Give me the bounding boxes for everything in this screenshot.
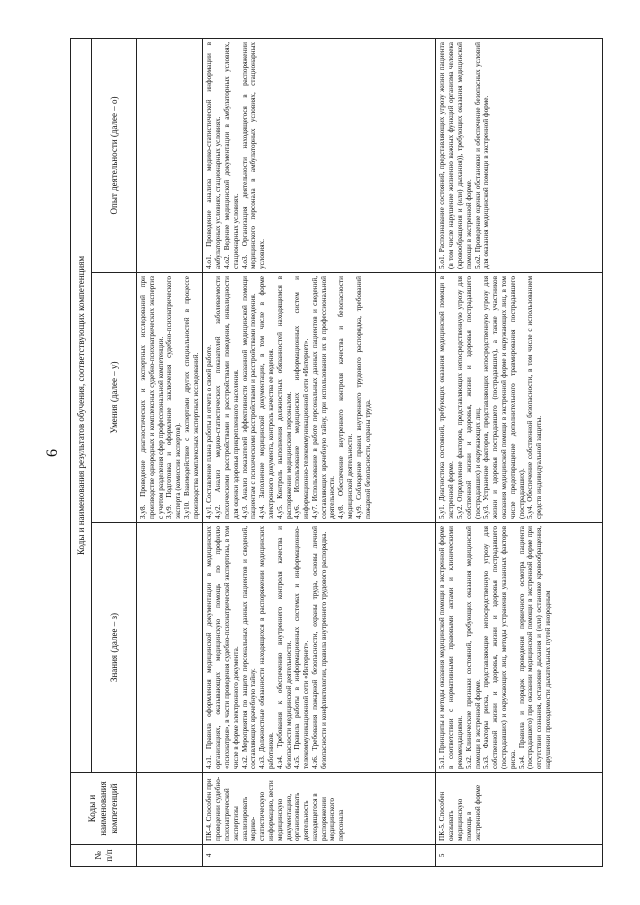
skill-item: 4.у6. Использование медицинских информационных систем и информационно-телекоммуникационной сети «Интернет». bbox=[293, 275, 311, 519]
experience-item: 4.о3. Организация деятельности находящегося в распоряжении медицинского персонала в амбулаторных условиях, стационарных условиях. bbox=[240, 41, 267, 269]
skill-item: 4.у7. Использование в работе персональных данных пациентов и сведений, составляющих врачебную тайну, при использовании их в профессиональной деятельности. bbox=[310, 275, 337, 519]
cell-num: 4 bbox=[203, 844, 436, 866]
cell-num bbox=[137, 844, 203, 866]
header-group: Коды и наименования результатов обучения, соответствующих компетенциям bbox=[71, 38, 92, 772]
competency-table bbox=[70, 38, 603, 867]
cell-experience bbox=[436, 38, 603, 272]
cell-code: ПК-5. Способен оказывать медицинскую помощь в экстренной форме bbox=[436, 772, 603, 844]
skill-item: 5.у1. Диагностика состояний, требующих оказания медицинской помощи в экстренной форме. bbox=[438, 275, 456, 519]
skill-item: 4.у3. Анализ показателей эффективности оказанной медицинской помощи пациентам с психическими расстройствами и расстройствами поведения. bbox=[240, 275, 258, 519]
skill-item: 4.у9. Соблюдение правил внутреннего трудового распорядка, требований пожарной безопасности, охраны труда. bbox=[354, 275, 372, 519]
header-knowledge: Знания (далее – з) bbox=[92, 522, 137, 772]
table-row bbox=[436, 38, 603, 866]
knowledge-item: 5.з1. Принципы и методы оказания медицинской помощи в экстренной форме в соответствии с нормативными правовыми актами и клиническими рекомендациями. bbox=[438, 525, 465, 769]
skill-item: 3.у9. Подготовка и оформление заключения судебно-психиатрического эксперта (комиссии экспертов). bbox=[165, 275, 183, 519]
experience-item: 4.о2. Ведение медицинской документации в амбулаторных условиях, стационарных условиях. bbox=[223, 41, 240, 269]
rotated-document-page bbox=[40, 33, 600, 873]
knowledge-item: 4.з1. Правила оформления медицинской документации в медицинских организациях, оказывающих медицинскую помощь по профилю «психиатрия», в части проведения судебно-психиатрической экспертизы, в том числе в форме электронного документа. bbox=[205, 525, 240, 769]
skill-item: 4.у8. Обеспечение внутреннего контроля качества и безопасности медицинской деятельности. bbox=[337, 275, 354, 519]
skill-item: 4.у5. Контроль выполнения должностных обязанностей находящимся в распоряжении медицинским персоналом. bbox=[275, 275, 293, 519]
header-skills: Умения (далее – у) bbox=[92, 272, 137, 522]
cell-experience bbox=[203, 38, 436, 272]
cell-knowledge bbox=[436, 522, 603, 772]
skill-item: 5.у3. Устранение факторов, представляющих непосредственную угрозу для жизни и здоровья пострадавшего (пострадавших), а также участников оказания медицинской помощи в экстренной форме и окружающих лиц, в том числе предотвращение дополнительного травмирования пострадавшего (пострадавших). bbox=[482, 275, 526, 519]
table-row bbox=[203, 38, 436, 866]
experience-item: 5.о1. Распознавание состояний, представляющих угрозу жизни пациента (в том числе нарушение жизненно важных функций организма человека (кровообращения и (или) дыхания)), требующих оказания медицинской помощи в экстренной форме. bbox=[438, 41, 473, 269]
cell-skills bbox=[436, 272, 603, 522]
cell-knowledge bbox=[203, 522, 436, 772]
page-number: 6 bbox=[44, 448, 61, 457]
experience-item: 4.о1. Проведение анализа медико-статистической информации в амбулаторных условиях, стационарных условиях. bbox=[205, 41, 223, 269]
table-row-continued bbox=[137, 38, 203, 866]
cell-code bbox=[137, 772, 203, 844]
skill-item: 5.у2. Определение факторов, представляющих непосредственную угрозу для собственной жизни и здоровья, жизни и здоровья пострадавшего (пострадавших) и окружающих лиц. bbox=[456, 275, 482, 519]
knowledge-item: 4.з2. Мероприятия по защите персональных данных пациентов и сведений, составляющих врачебную тайну. bbox=[240, 525, 258, 769]
skill-item: 3.у10. Взаимодействие с экспертами других специальностей в процессе производства комплексных экспертных исследований. bbox=[182, 275, 200, 519]
skill-item: 5.у4. Обеспечение собственной безопасности, в том числе с использованием средств индивидуальной защиты. bbox=[526, 275, 544, 519]
knowledge-item: 5.з4. Правила и порядок проведения первичного осмотра пациента (пострадавшего) при оказании медицинской помощи в экстренной форме при отсутствии сознания, остановке дыхания и (или) остановке кровообращения, нарушении проходимости дыхательных путей инородным bbox=[517, 525, 552, 769]
cell-code: ПК-4. Способен при проведении судебно-психиатрической экспертизы анализировать медико-статистическую информацию, вести медицинскую документацию, организовывать деятельность находящегося в распоряжении медицинского персонала bbox=[203, 772, 436, 844]
cell-experience bbox=[137, 38, 203, 272]
header-experience: Опыт деятельности (далее – о) bbox=[92, 38, 137, 272]
knowledge-item: 4.з5. Правила работы в информационных системах и информационно-телекоммуникационной сети «Интернет». bbox=[293, 525, 311, 769]
knowledge-item: 4.з3. Должностные обязанности находящихся в распоряжении медицинских работников. bbox=[258, 525, 275, 769]
table-subheader-row bbox=[92, 38, 137, 866]
experience-item: 5.о2. Проведение оценки обстановки и обеспечение безопасных условий для оказания медицинской помощи в экстренной форме. bbox=[473, 41, 491, 269]
cell-skills bbox=[137, 272, 203, 522]
skill-item: 3.у8. Проведение диагностических и экспертных исследований при производстве однородных и комплексных судебно-психиатрических экспертиз с учетом разделения сфер профессиональной компетенции. bbox=[139, 275, 165, 519]
cell-knowledge bbox=[137, 522, 203, 772]
skill-item: 4.у4. Заполнение медицинской документации, в том числе в форме электронного документа, контроль качества ее ведения. bbox=[258, 275, 275, 519]
knowledge-item: 4.з6. Требования пожарной безопасности, охраны труда, основы личной безопасности и конфликтологии, правила внутреннего трудового распорядка. bbox=[310, 525, 328, 769]
table-header-row bbox=[71, 38, 92, 866]
skill-item: 4.у2. Анализ медико-статистических показателей заболеваемости психическими расстройствами и расстройствами поведения, инвалидности для оценки здоровья прикрепленного населения. bbox=[214, 275, 240, 519]
knowledge-item: 5.з3. Факторы риска, представляющие непосредственную угрозу для собственной жизни и здоровья, жизни и здоровья пострадавшего (пострадавших) и окружающих лиц, методы устранения указанных факторов риска. bbox=[482, 525, 517, 769]
header-codes: Коды и наименования компетенций bbox=[71, 772, 137, 844]
knowledge-item: 4.з4. Требования к обеспечению внутреннего контроля качества и безопасности медицинской деятельности. bbox=[275, 525, 293, 769]
skill-item: 4.у1. Составление плана работы и отчета о своей работе. bbox=[205, 344, 214, 519]
cell-num: 5 bbox=[436, 844, 603, 866]
knowledge-item: 5.з2. Клинические признаки состояний, требующих оказания медицинской помощи в экстренной форме. bbox=[464, 525, 482, 769]
cell-skills bbox=[203, 272, 436, 522]
header-num: № п/п bbox=[71, 844, 137, 866]
